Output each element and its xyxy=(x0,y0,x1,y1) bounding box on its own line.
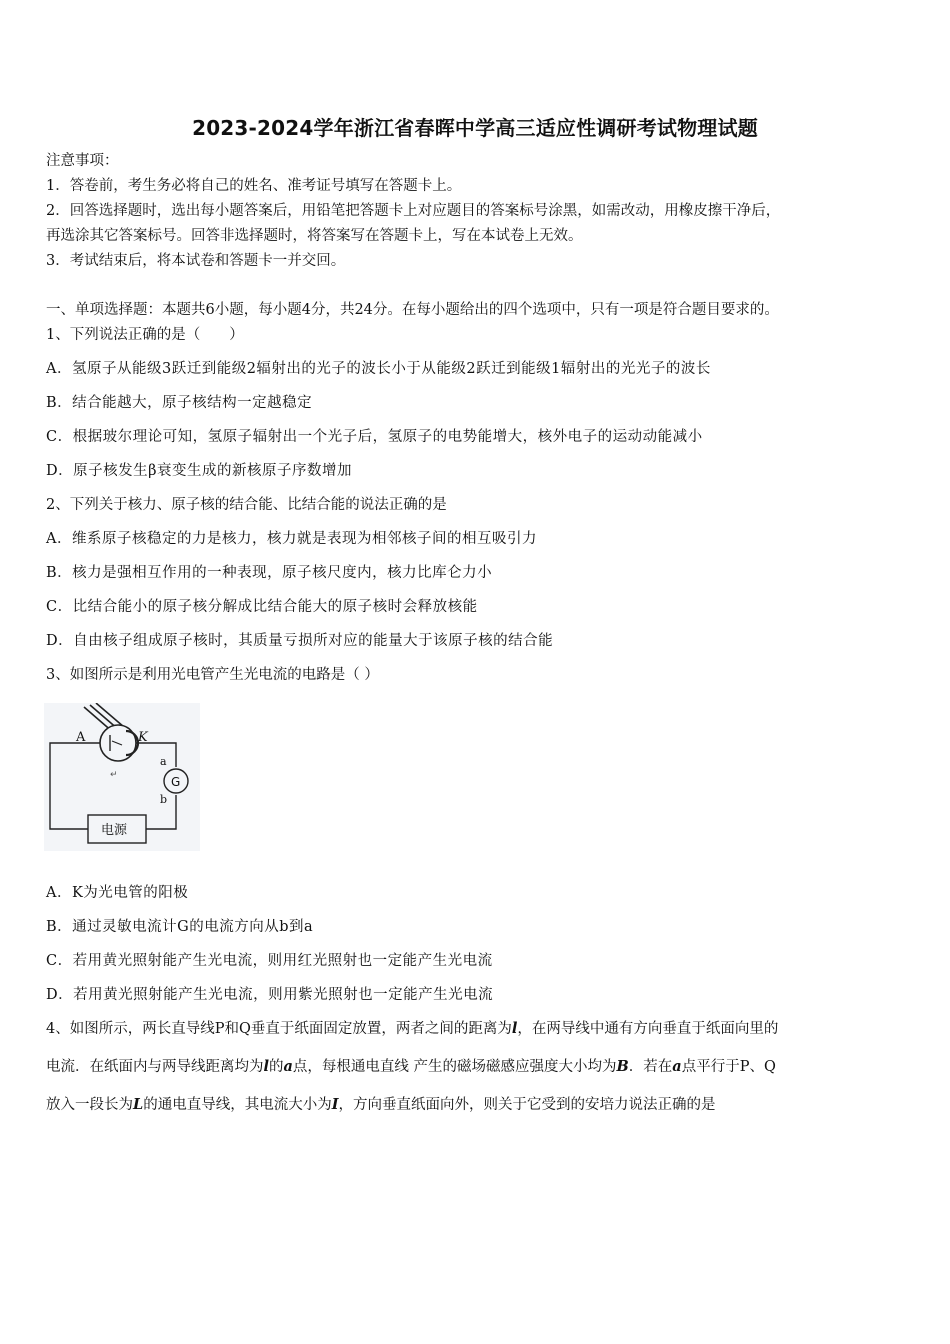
phototube-circuit-figure xyxy=(44,703,200,851)
option-b: B．结合能越大，原子核结构一定越稳定 xyxy=(46,395,313,411)
option-a: A．氢原子从能级3跃迁到能级2辐射出的光子的波长小于从能级2跃迁到能级1辐射出的光光子的波长 xyxy=(46,361,711,377)
question-stem-line xyxy=(46,1057,776,1077)
option-b: B．核力是强相互作用的一种表现，原子核尺度内，核力比库仑力小 xyxy=(46,565,493,581)
variable-l: l xyxy=(511,1020,518,1037)
variable-l-upper: L xyxy=(133,1096,144,1113)
question-stem: 3、如图所示是利用光电管产生光电流的电路是（ ） xyxy=(46,667,379,683)
text-segment: ．若在 xyxy=(628,1059,673,1075)
label-anode-a: A xyxy=(76,730,86,745)
question-stem: 2、下列关于核力、原子核的结合能、比结合能的说法正确的是 xyxy=(46,497,447,513)
option-a: A．维系原子核稳定的力是核力，核力就是表现为相邻核子间的相互吸引力 xyxy=(46,531,537,547)
option-c: C．比结合能小的原子核分解成比结合能大的原子核时会释放核能 xyxy=(46,599,478,615)
notes-item: 再选涂其它答案标号。回答非选择题时，将答案写在答题卡上，写在本试卷上无效。 xyxy=(46,228,583,244)
option-c: C．根据玻尔理论可知，氢原子辐射出一个光子后，氢原子的电势能增大，核外电子的运动动能减小 xyxy=(46,429,703,445)
notes-heading: 注意事项： xyxy=(46,153,119,169)
variable-l: l xyxy=(263,1058,270,1075)
text-segment: 的通电直导线，其电流大小为 xyxy=(143,1097,332,1113)
label-galvanometer: G xyxy=(171,775,181,789)
text-segment: 4、如图所示，两长直导线P和Q垂直于纸面固定放置，两者之间的距离为 xyxy=(46,1021,512,1037)
text-segment: 点，每根通电直线 产生的磁场磁感应强度大小均为 xyxy=(292,1059,617,1075)
option-d: D．自由核子组成原子核时，其质量亏损所对应的能量大于该原子核的结合能 xyxy=(46,633,554,649)
text-segment: ，方向垂直纸面向外，则关于它受到的安培力说法正确的是 xyxy=(338,1097,716,1113)
label-a: a xyxy=(160,755,167,768)
text-segment: 电流．在纸面内与两导线距离均为 xyxy=(46,1059,264,1075)
variable-a: a xyxy=(672,1058,682,1075)
option-d: D．若用黄光照射能产生光电流，则用紫光照射也一定能产生光电流 xyxy=(46,987,494,1003)
label-mark: ↵ xyxy=(110,770,118,780)
option-d: D．原子核发生β衰变生成的新核原子序数增加 xyxy=(46,463,353,479)
text-segment: 放入一段长为 xyxy=(46,1097,133,1113)
text-segment: 的 xyxy=(269,1059,284,1075)
option-a: A．K为光电管的阳极 xyxy=(46,885,189,901)
notes-item: 1．答卷前，考生务必将自己的姓名、准考证号填写在答题卡上。 xyxy=(46,178,462,194)
text-segment: ，在两导线中通有方向垂直于纸面向里的 xyxy=(517,1021,779,1037)
text-segment: 点平行于P、Q xyxy=(681,1059,776,1075)
variable-b: B xyxy=(616,1058,629,1075)
page-title: 2023-2024学年浙江省春晖中学高三适应性调研考试物理试题 xyxy=(192,116,758,140)
option-b: B．通过灵敏电流计G的电流方向从b到a xyxy=(46,919,314,935)
label-power-source: 电源 xyxy=(101,823,128,838)
label-k: K xyxy=(138,730,148,745)
question-stem-line xyxy=(46,1019,778,1039)
question-stem: 1、下列说法正确的是（ ） xyxy=(46,327,244,343)
label-b: b xyxy=(160,793,168,806)
variable-i: I xyxy=(331,1096,339,1113)
notes-item: 2．回答选择题时，选出每小题答案后，用铅笔把答题卡上对应题目的答案标号涂黑，如需改动，用橡皮擦干净后， xyxy=(46,203,781,219)
section-heading: 一、单项选择题：本题共6小题，每小题4分，共24分。在每小题给出的四个选项中，只有一项是符合题目要求的。 xyxy=(46,302,779,318)
question-stem-line xyxy=(46,1095,716,1115)
variable-a: a xyxy=(283,1058,293,1075)
option-c: C．若用黄光照射能产生光电流，则用红光照射也一定能产生光电流 xyxy=(46,953,493,969)
circuit-diagram xyxy=(44,703,200,851)
notes-item: 3．考试结束后，将本试卷和答题卡一并交回。 xyxy=(46,253,346,269)
